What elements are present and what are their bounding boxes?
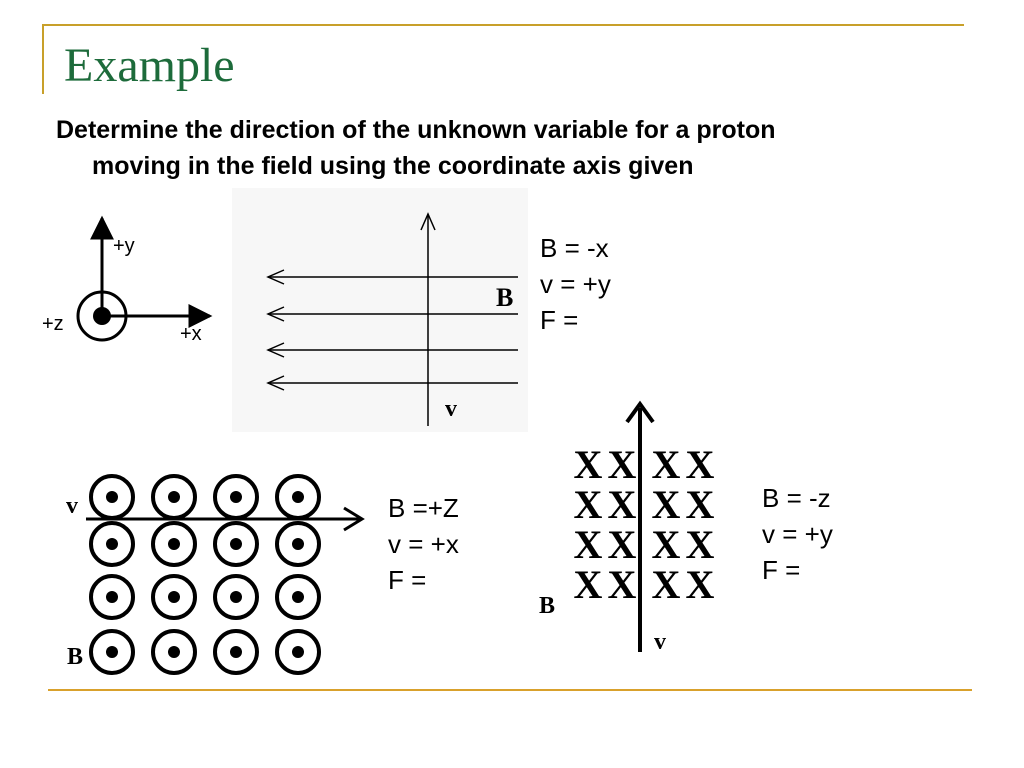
field-x-symbol: X — [607, 562, 637, 607]
field-dot-symbol — [215, 576, 257, 618]
field-x-symbol: X — [573, 522, 603, 567]
field-x-symbol: X — [607, 442, 637, 487]
field-x-symbol: X — [685, 482, 715, 527]
problem3-figure — [539, 404, 715, 655]
instruction-line-2: moving in the field using the coordinate axis given — [92, 152, 694, 180]
field-dot-symbol — [277, 523, 319, 565]
problem1-field-label: B — [496, 283, 514, 312]
field-dot-symbol — [277, 631, 319, 673]
field-dot-symbol — [215, 631, 257, 673]
problem3-eq-v: v = +y — [762, 519, 833, 549]
problem2-eq-v: v = +x — [388, 529, 459, 559]
problem3-velocity-label: v — [654, 629, 666, 655]
field-dot-symbol — [277, 476, 319, 518]
instruction-line-1: Determine the direction of the unknown variable for a proton — [56, 116, 776, 144]
problem2-eq-b: B =+Z — [388, 493, 459, 523]
problem1-eq-v: v = +y — [540, 269, 611, 299]
field-x-symbol: X — [651, 442, 681, 487]
slide-title: Example — [64, 39, 235, 92]
problem1-velocity-label: v — [445, 396, 457, 422]
problem3-equations — [762, 480, 833, 588]
problem1-eq-f: F = — [540, 305, 579, 335]
field-x-symbol: X — [573, 562, 603, 607]
field-x-symbol: X — [685, 442, 715, 487]
field-dot-symbol — [153, 576, 195, 618]
problem2-eq-f: F = — [388, 565, 427, 595]
problem3-x-grid — [574, 442, 715, 607]
field-x-symbol: X — [685, 522, 715, 567]
field-x-symbol: X — [651, 522, 681, 567]
y-axis-label: +y — [113, 235, 135, 257]
field-dot-symbol — [153, 631, 195, 673]
problem3-eq-b: B = -z — [762, 483, 831, 513]
coordinate-axis — [42, 218, 210, 345]
field-dot-symbol — [91, 523, 133, 565]
z-axis-label: +z — [42, 313, 64, 335]
field-x-symbol: X — [573, 482, 603, 527]
field-dot-symbol — [215, 476, 257, 518]
field-x-symbol: X — [607, 482, 637, 527]
field-dot-symbol — [91, 576, 133, 618]
field-x-symbol: X — [651, 482, 681, 527]
problem2-field-label: B — [67, 644, 84, 670]
problem2-velocity-label: v — [66, 493, 78, 519]
field-dot-symbol — [277, 576, 319, 618]
problem2-equations — [388, 490, 459, 598]
problem3-eq-f: F = — [762, 555, 801, 585]
problem2-dot-grid — [91, 476, 319, 673]
z-axis-dot — [93, 307, 111, 325]
field-x-symbol: X — [651, 562, 681, 607]
field-x-symbol: X — [685, 562, 715, 607]
field-dot-symbol — [91, 631, 133, 673]
field-dot-symbol — [153, 476, 195, 518]
problem1-eq-b: B = -x — [540, 233, 609, 263]
problem1-figure — [232, 188, 528, 432]
field-x-symbol: X — [607, 522, 637, 567]
field-dot-symbol — [91, 476, 133, 518]
problem3-field-label: B — [539, 593, 556, 619]
field-dot-symbol — [153, 523, 195, 565]
field-dot-symbol — [215, 523, 257, 565]
field-x-symbol: X — [573, 442, 603, 487]
problem1-equations — [540, 230, 611, 338]
x-axis-label: +x — [180, 323, 202, 345]
problem2-figure — [66, 476, 362, 673]
